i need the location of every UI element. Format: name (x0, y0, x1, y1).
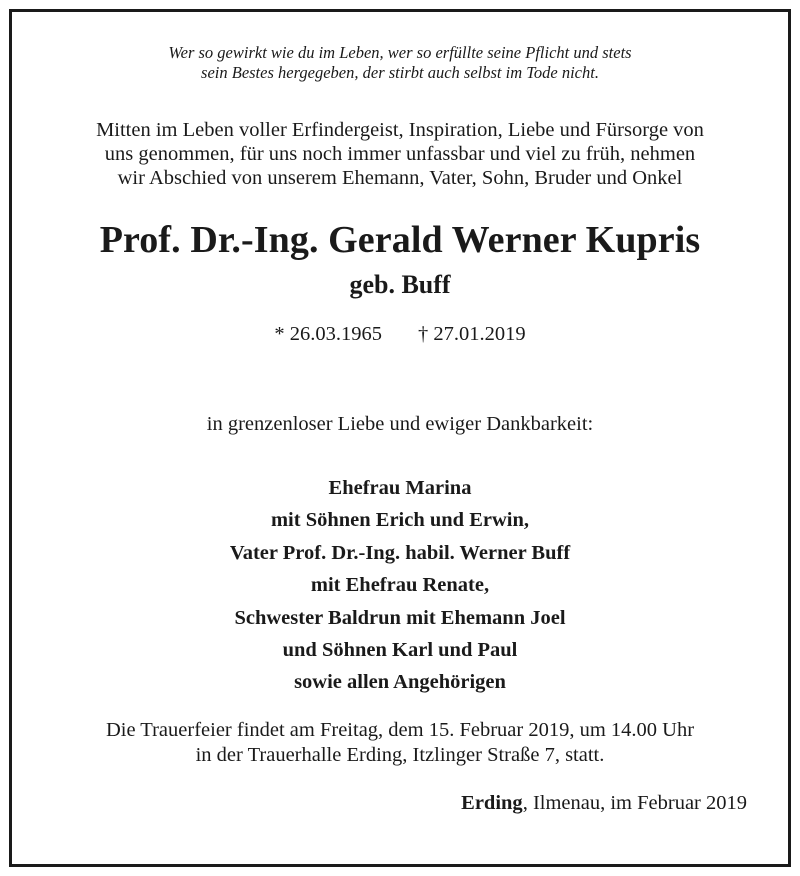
dedication-line: in grenzenloser Liebe und ewiger Dankbarkeit: (206, 413, 594, 435)
place-rest: , Ilmenau, im Februar 2019 (522, 792, 747, 814)
mourner-line: sowie allen Angehörigen (294, 671, 506, 694)
birth-name: geb. Buff (349, 270, 451, 299)
mourners-list (0, 472, 800, 699)
birth-date: * 26.03.1965 (274, 323, 382, 345)
mourner-line: Schwester Baldrun mit Ehemann Joel (234, 606, 566, 629)
intro-line: uns genommen, für uns noch immer unfassbar und viel zu früh, nehmen (104, 143, 696, 165)
motto-verse (0, 43, 800, 83)
mourner-line: Vater Prof. Dr.-Ing. habil. Werner Buff (229, 541, 571, 564)
place-city: Erding (461, 792, 523, 814)
intro-text (0, 118, 800, 190)
life-dates (0, 320, 800, 348)
mourner-line: mit Ehefrau Renate, (310, 574, 490, 597)
ceremony-line: Die Trauerfeier findet am Freitag, dem 15. Februar 2019, um 14.00 Uhr (105, 719, 695, 741)
death-date: † 27.01.2019 (418, 323, 526, 345)
intro-line: wir Abschied von unserem Ehemann, Vater, Sohn, Bruder und Onkel (117, 167, 683, 189)
ceremony-info (0, 718, 800, 768)
mourner-line: und Söhnen Karl und Paul (282, 639, 518, 662)
intro-line: Mitten im Leben voller Erfindergeist, Inspiration, Liebe und Fürsorge von (96, 119, 704, 141)
mourner-line: mit Söhnen Erich und Erwin, (270, 509, 530, 532)
mourner-line: Ehefrau Marina (328, 477, 472, 499)
ceremony-line: in der Trauerhalle Erding, Itzlinger Straße 7, statt. (195, 744, 605, 766)
motto-line: sein Bestes hergegeben, der stirbt auch selbst im Tode nicht. (201, 63, 599, 82)
deceased-name: Prof. Dr.-Ing. Gerald Werner Kupris (99, 219, 701, 261)
motto-line: Wer so gewirkt wie du im Leben, wer so erfüllte seine Pflicht und stets (168, 43, 632, 62)
place-and-date (461, 789, 747, 817)
